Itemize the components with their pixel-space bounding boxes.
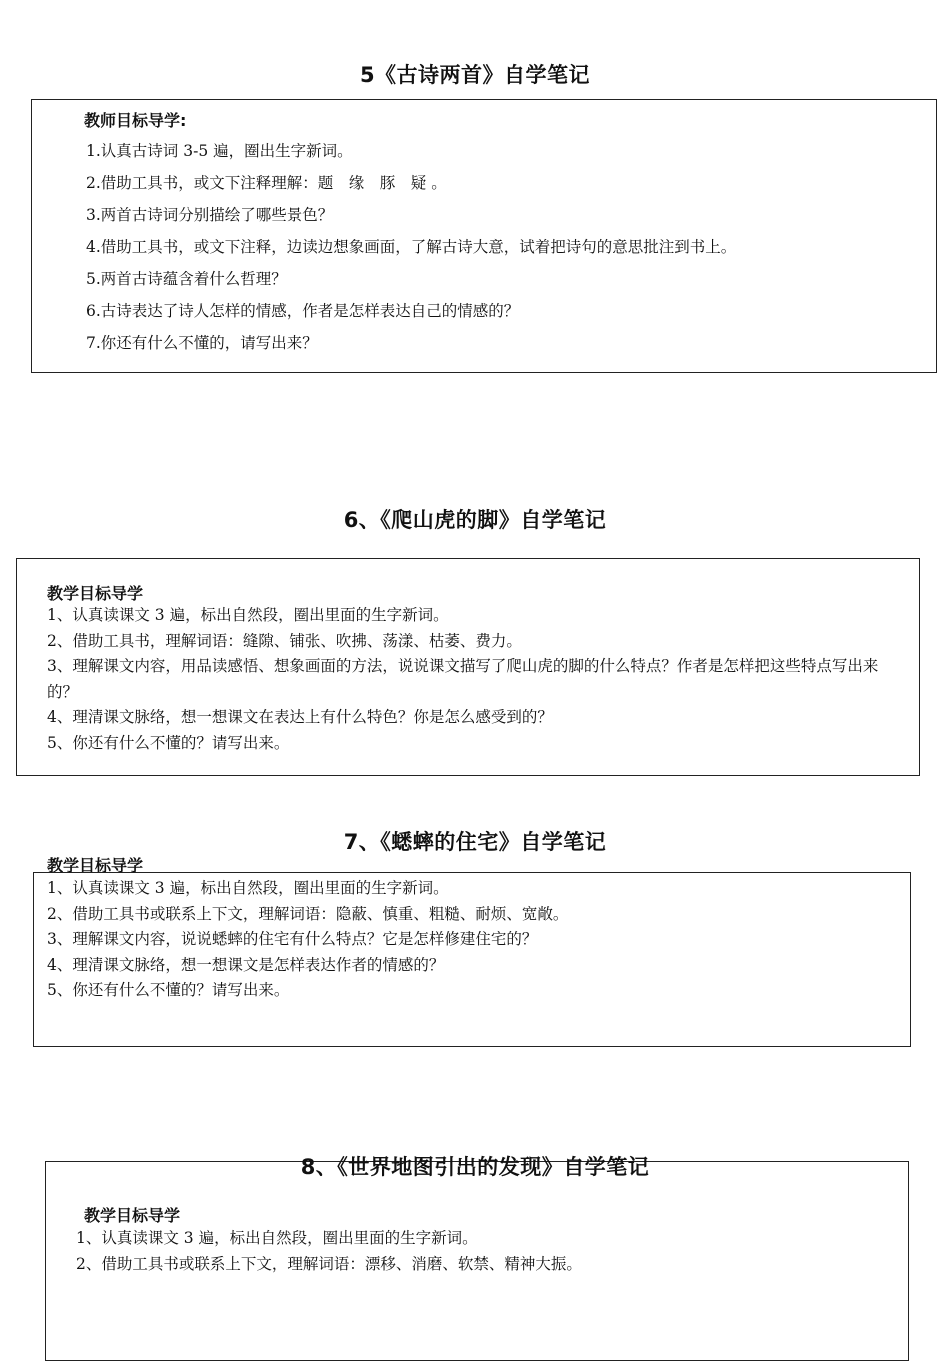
section1-heading: 教师目标导学: — [84, 111, 187, 130]
list-item: 5、你还有什么不懂的？请写出来。 — [47, 733, 290, 752]
section4-heading: 教学目标导学 — [84, 1206, 181, 1225]
list-item: 3.两首古诗词分别描绘了哪些景色？ — [86, 206, 334, 224]
list-item: 4.借助工具书，或文下注释，边读边想象画面，了解古诗大意，试着把诗句的意思批注到书上。 — [86, 238, 737, 256]
list-item: 2、借助工具书或联系上下文，理解词语：漂移、消磨、软禁、精神大振。 — [76, 1254, 582, 1273]
list-item: 4、理清课文脉络，想一想课文在表达上有什么特色？你是怎么感受到的？ — [47, 708, 553, 726]
section3-heading: 教学目标导学 — [47, 856, 144, 875]
list-item: 6.古诗表达了诗人怎样的情感，作者是怎样表达自己的情感的？ — [86, 302, 520, 320]
list-item: 5.两首古诗蕴含着什么哲理？ — [86, 270, 287, 288]
list-item: 2、借助工具书，理解词语：缝隙、铺张、吹拂、荡漾、枯萎、费力。 — [47, 631, 522, 650]
list-item: 1.认真古诗词 3-5 遍，圈出生字新词。 — [86, 142, 353, 160]
list-item: 1、认真读课文 3 遍，标出自然段，圈出里面的生字新词。 — [47, 606, 449, 624]
section4-title: 8、《世界地图引出的发现》自学笔记 — [300, 1155, 650, 1179]
list-item: 5、你还有什么不懂的？请写出来。 — [47, 981, 290, 999]
section3-list — [47, 876, 568, 1004]
section3-title: 7、《蟋蟀的住宅》自学笔记 — [343, 830, 607, 854]
list-item: 7.你还有什么不懂的，请写出来？ — [86, 334, 318, 352]
list-item: 2.借助工具书，或文下注释理解：题 缘 豚 疑 。 — [86, 174, 447, 192]
section2-list — [47, 603, 909, 756]
section1-list — [86, 135, 736, 359]
list-item: 3、理解课文内容，用品读感悟、想象画面的方法，说说课文描写了爬山虎的脚的什么特点？作者是怎样把这些特点写出来的？ — [47, 657, 879, 701]
list-item: 1、认真读课文 3 遍，标出自然段，圈出里面的生字新词。 — [76, 1229, 478, 1247]
section2-heading: 教学目标导学 — [47, 584, 144, 603]
section2-title: 6、《爬山虎的脚》自学笔记 — [343, 508, 607, 532]
section4-list — [76, 1226, 582, 1277]
list-item: 3、理解课文内容，说说蟋蟀的住宅有什么特点？它是怎样修建住宅的？ — [47, 930, 538, 948]
section1-title: 5《古诗两首》自学笔记 — [359, 63, 591, 87]
list-item: 4、理清课文脉络，想一想课文是怎样表达作者的情感的？ — [47, 955, 445, 974]
list-item: 1、认真读课文 3 遍，标出自然段，圈出里面的生字新词。 — [47, 879, 449, 897]
list-item: 2、借助工具书或联系上下文，理解词语：隐蔽、慎重、粗糙、耐烦、宽敞。 — [47, 904, 569, 923]
